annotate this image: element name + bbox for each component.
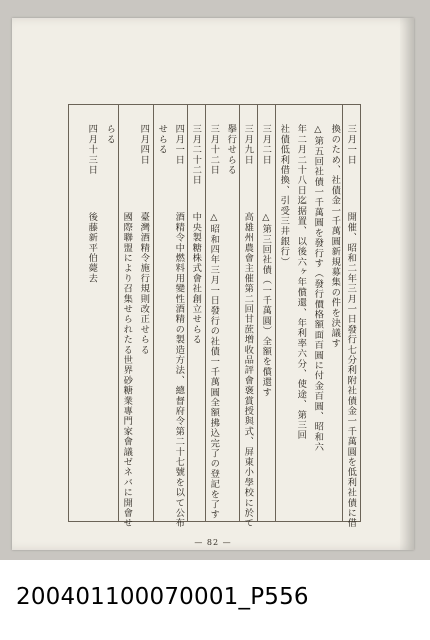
column-rule [360,104,361,522]
entry-text-line: 中央製糖株式會社創立せらる [190,212,202,345]
entry-date: 四月十三日 [86,124,98,175]
bottom-rule [68,521,360,522]
image-id-caption: 200401100070001_P556 [16,584,309,610]
entry-text-line: 國際聯盟により召集せられたる世界砂糖業專門家會議ゼネバに開會せ [121,212,133,529]
entry-text-line: 社債低利借換、引受三井銀行） [278,124,290,267]
column-rule [257,104,258,522]
entry-text-line: 臺灣酒精令施行規則改正せらる [138,212,150,355]
entry-date: 四月一日 [173,124,185,165]
entry-date: 三月二十二日 [190,124,202,186]
column-rule [153,104,154,522]
entry-text-line: 開催、昭和二年三月一日發行七分利附社債金一千萬圓を低利社債に借 [345,212,357,529]
entry-text-line: せらる [156,124,168,155]
top-rule [68,104,360,105]
entry-date: 三月一日 [345,124,357,165]
column-rule [239,104,240,522]
column-rule [275,104,276,522]
page-gutter-shadow [400,18,414,550]
entry-text-line: 換のため、社債金一千萬圓新規募集の件を決議す [329,124,341,349]
entry-date: 三月十二日 [208,124,220,175]
entry-text-line: らる [104,124,116,145]
entry-date: 三月九日 [242,124,254,165]
column-rule [118,104,119,522]
entry-text-line: 後藤新平伯薨去 [86,212,98,284]
column-rule [68,104,69,522]
entry-text-line: 酒精令中燃料用變性酒精の製造方法、總督府令第二十七號を以て公布 [173,212,185,529]
column-rule [187,104,188,522]
entry-text-line: △第三回社債（一千萬圓）全額を償還す [260,212,272,398]
page-number: — 82 — [194,538,232,547]
entry-text-line: 擧行せらる [225,124,237,175]
entry-date: 三月二日 [260,124,272,165]
column-rule [342,104,343,522]
column-rule [205,104,206,522]
entry-text-line: △第五回社債一千萬圓を發行す（發行價格額面百圓に付金百圓、昭和六 [312,124,324,453]
entry-date: 四月四日 [138,124,150,165]
entry-text-line: △昭和四年三月一日發行の社債一千萬圓全額拂込完了の登記を了す [208,212,220,520]
document-page [12,18,414,550]
entry-text-line: 年二月二十八日迄据置、以後六ヶ年償還、年利率六分、使途、第三回 [295,124,307,441]
entry-text-line: 高雄州農會主催第二回甘蔗増收品評會褒賞授與式、屏東小學校に於て [242,212,254,529]
